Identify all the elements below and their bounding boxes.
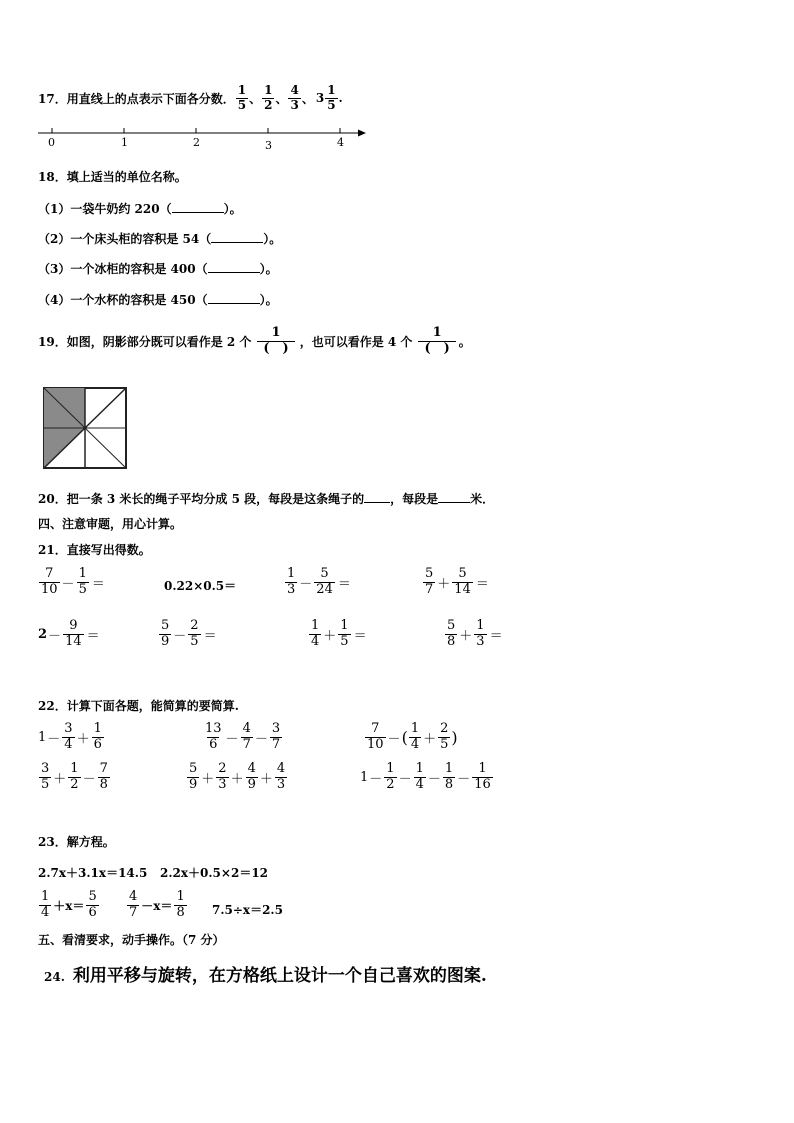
q24-text: 利用平移与旋转，在方格纸上设计一个自己喜欢的图案.	[72, 966, 487, 986]
tick-label-2: 2	[193, 136, 200, 149]
q17-mixed-whole: 3	[315, 91, 325, 106]
q17-fraction-3: $\frac{4}{3}$	[290, 83, 299, 112]
q23-equation-5: 7.5÷x＝2.5	[212, 903, 283, 917]
tick-label-1: 1	[121, 136, 128, 149]
q22-expr-5: $\frac{5}{9}$ ＋ $\frac{2}{3}$ ＋ $\frac{4}{9}$ ＋ $\frac{4}{3}$	[189, 761, 286, 792]
q23-equation-3: $\frac{1}{4}$ ＋x＝ $\frac{5}{6}$	[41, 889, 97, 920]
q21-expr-5: $\frac{5}{9}$ － $\frac{2}{5}$ ＝	[161, 618, 217, 649]
tick-label-0: 0	[48, 136, 55, 149]
answer-blank[interactable]	[172, 212, 224, 213]
q18-item-1: （1）一袋牛奶约 220（ ）。	[38, 202, 242, 216]
answer-blank[interactable]	[364, 502, 390, 503]
q17-fraction-2: $\frac{1}{2}$	[264, 83, 273, 112]
q22-label: 22．计算下面各题，能简算的要简算.	[38, 699, 239, 713]
q23-label: 23．解方程。	[38, 835, 115, 849]
q17-label: 17．用直线上的点表示下面各分数．	[38, 91, 235, 106]
section-4-heading: 四、注意审题，用心计算。	[38, 517, 183, 531]
q23-equation-4: $\frac{4}{7}$ －x＝ $\frac{1}{8}$	[129, 889, 185, 920]
q24-number: 24.	[44, 970, 65, 984]
q21-expr-4: 2 － $\frac{9}{14}$ ＝	[38, 618, 100, 649]
answer-blank[interactable]	[208, 303, 260, 304]
q21-label: 21．直接写出得数。	[38, 543, 151, 557]
q22-expr-4: $\frac{3}{5}$ ＋ $\frac{1}{2}$ － $\frac{7}{8}$	[41, 761, 108, 792]
q17-line	[38, 84, 343, 113]
q20-line: 20．把一条 3 米长的绳子平均分成 5 段，每段是这条绳子的 ，每段是 米．	[38, 492, 495, 506]
answer-blank[interactable]	[208, 272, 260, 273]
q19-line: 19．如图，阴影部分既可以看作是 2 个 $\frac{1}{( )}$ ，也可以看作是 4 个 $\frac{1}{( )}$ 。	[38, 325, 471, 356]
q17-mixed-fraction: $\frac{1}{5}$	[327, 83, 336, 112]
q18-item-4: （4）一个水杯的容积是 450（ ）。	[38, 293, 278, 307]
separator: 、	[275, 91, 288, 106]
answer-blank[interactable]	[438, 502, 470, 503]
q19-fraction-1: $\frac{1}{( )}$	[257, 326, 294, 357]
tick-label-4: 4	[337, 136, 344, 149]
q23-equation-1: 2.7x＋3.1x＝14.5	[38, 866, 148, 880]
q19-fraction-2: $\frac{1}{( )}$	[418, 326, 455, 357]
q18-item-3: （3）一个冰柜的容积是 400（ ）。	[38, 262, 278, 276]
q21-expr-3: $\frac{5}{7}$ ＋ $\frac{5}{14}$ ＝	[425, 566, 489, 597]
q24-line	[44, 961, 487, 986]
q22-expr-6: 1 － $\frac{1}{2}$ － $\frac{1}{4}$ － $\frac{1}{8}$ － $\frac{1}{16}$	[360, 761, 491, 792]
separator: 、	[249, 91, 262, 106]
q18-item-2: （2）一个床头柜的容积是 54（ ）。	[38, 232, 282, 246]
number-line	[36, 125, 376, 153]
q22-expr-3: $\frac{7}{10}$ － ( $\frac{1}{4}$ ＋ $\frac{2}{5}$ )	[367, 721, 458, 752]
section-5-heading: 五、看清要求，动手操作。（7 分）	[38, 933, 225, 947]
q21-expr-7: $\frac{5}{8}$ ＋ $\frac{1}{3}$ ＝	[447, 618, 503, 649]
separator: 、	[301, 91, 314, 106]
q21-expr-decimal: 0.22×0.5＝	[164, 579, 237, 593]
q17-fraction-1: $\frac{1}{5}$	[237, 83, 247, 112]
q21-expr-6: $\frac{1}{4}$ ＋ $\frac{1}{5}$ ＝	[311, 618, 367, 649]
answer-blank[interactable]	[211, 242, 263, 243]
q22-expr-2: $\frac{13}{6}$ － $\frac{4}{7}$ － $\frac{3}{7}$	[205, 721, 281, 752]
q21-expr-1: $\frac{7}{10}$ － $\frac{1}{5}$ ＝	[41, 566, 105, 597]
q22-expr-1: 1 － $\frac{3}{4}$ ＋ $\frac{1}{6}$	[38, 721, 102, 752]
q23-equation-2: 2.2x＋0.5×2＝12	[160, 866, 269, 880]
tick-label-3: 3	[265, 139, 272, 152]
shaded-square-figure	[42, 386, 128, 470]
q18-label: 18．填上适当的单位名称。	[38, 170, 187, 184]
period: .	[338, 91, 343, 106]
q21-expr-2: $\frac{1}{3}$ － $\frac{5}{24}$ ＝	[287, 566, 351, 597]
